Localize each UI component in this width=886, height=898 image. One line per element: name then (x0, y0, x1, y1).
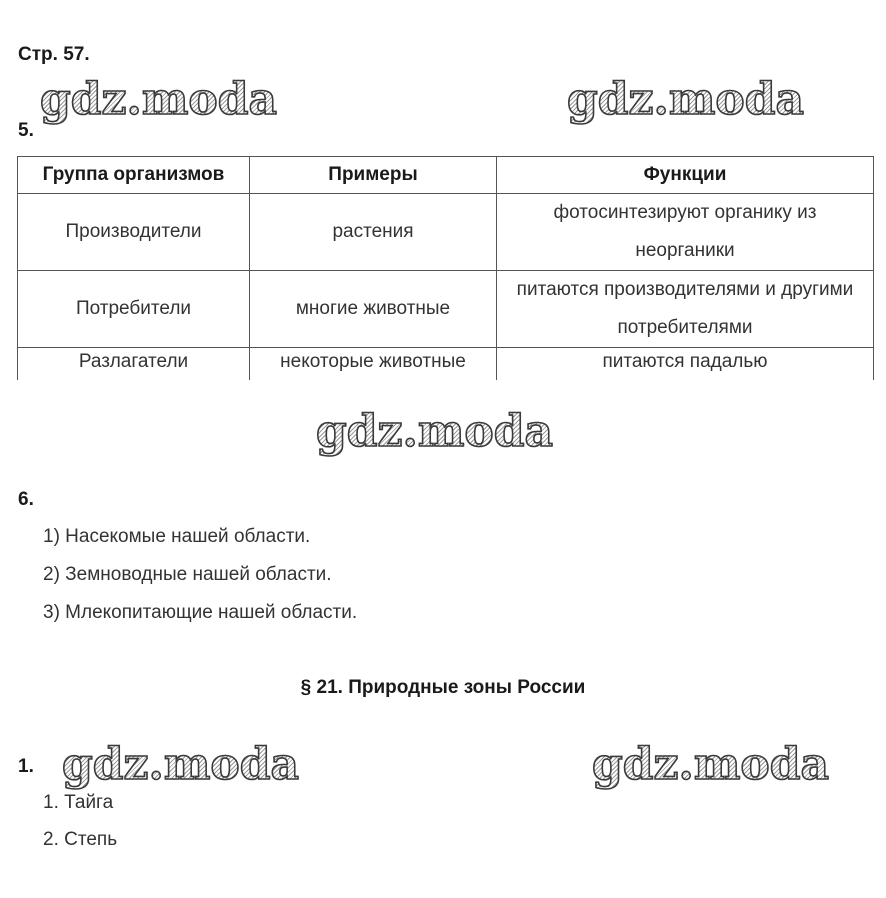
examples-cell: растения (250, 194, 497, 271)
watermark: gdz.moda (316, 406, 554, 457)
list-item: 1) Насекомые нашей области. (43, 526, 311, 547)
watermark: gdz.moda (567, 74, 805, 125)
group-cell: Производители (18, 194, 250, 271)
section-title: § 21. Природные зоны России (300, 677, 586, 698)
watermark: gdz.moda (592, 739, 830, 790)
table-header-row (18, 157, 874, 194)
task-6-number: 6. (18, 489, 34, 510)
group-cell: Разлагатели (18, 348, 250, 381)
examples-cell: некоторые животные (250, 348, 497, 381)
examples-cell: многие животные (250, 271, 497, 348)
list-item: 3) Млекопитающие нашей области. (43, 602, 358, 623)
list-item: 2) Земноводные нашей области. (43, 564, 332, 585)
column-header: Примеры (250, 157, 497, 194)
functions-cell: питаются производителями и другими потребителями (497, 271, 874, 348)
functions-cell: питаются падалью (497, 348, 874, 381)
task-5-number: 5. (18, 120, 34, 141)
table-row (18, 348, 874, 381)
list-item: 2. Степь (43, 829, 118, 850)
column-header: Функции (497, 157, 874, 194)
organisms-table (17, 156, 874, 380)
functions-cell: фотосинтезируют органику из неорганики (497, 194, 874, 271)
watermark: gdz.moda (62, 739, 300, 790)
group-cell: Потребители (18, 271, 250, 348)
table-row (18, 194, 874, 271)
task-1-number: 1. (18, 756, 34, 777)
page-reference: Стр. 57. (18, 44, 90, 65)
column-header: Группа организмов (18, 157, 250, 194)
table-row (18, 271, 874, 348)
watermark: gdz.moda (40, 74, 278, 125)
list-item: 1. Тайга (43, 792, 114, 813)
